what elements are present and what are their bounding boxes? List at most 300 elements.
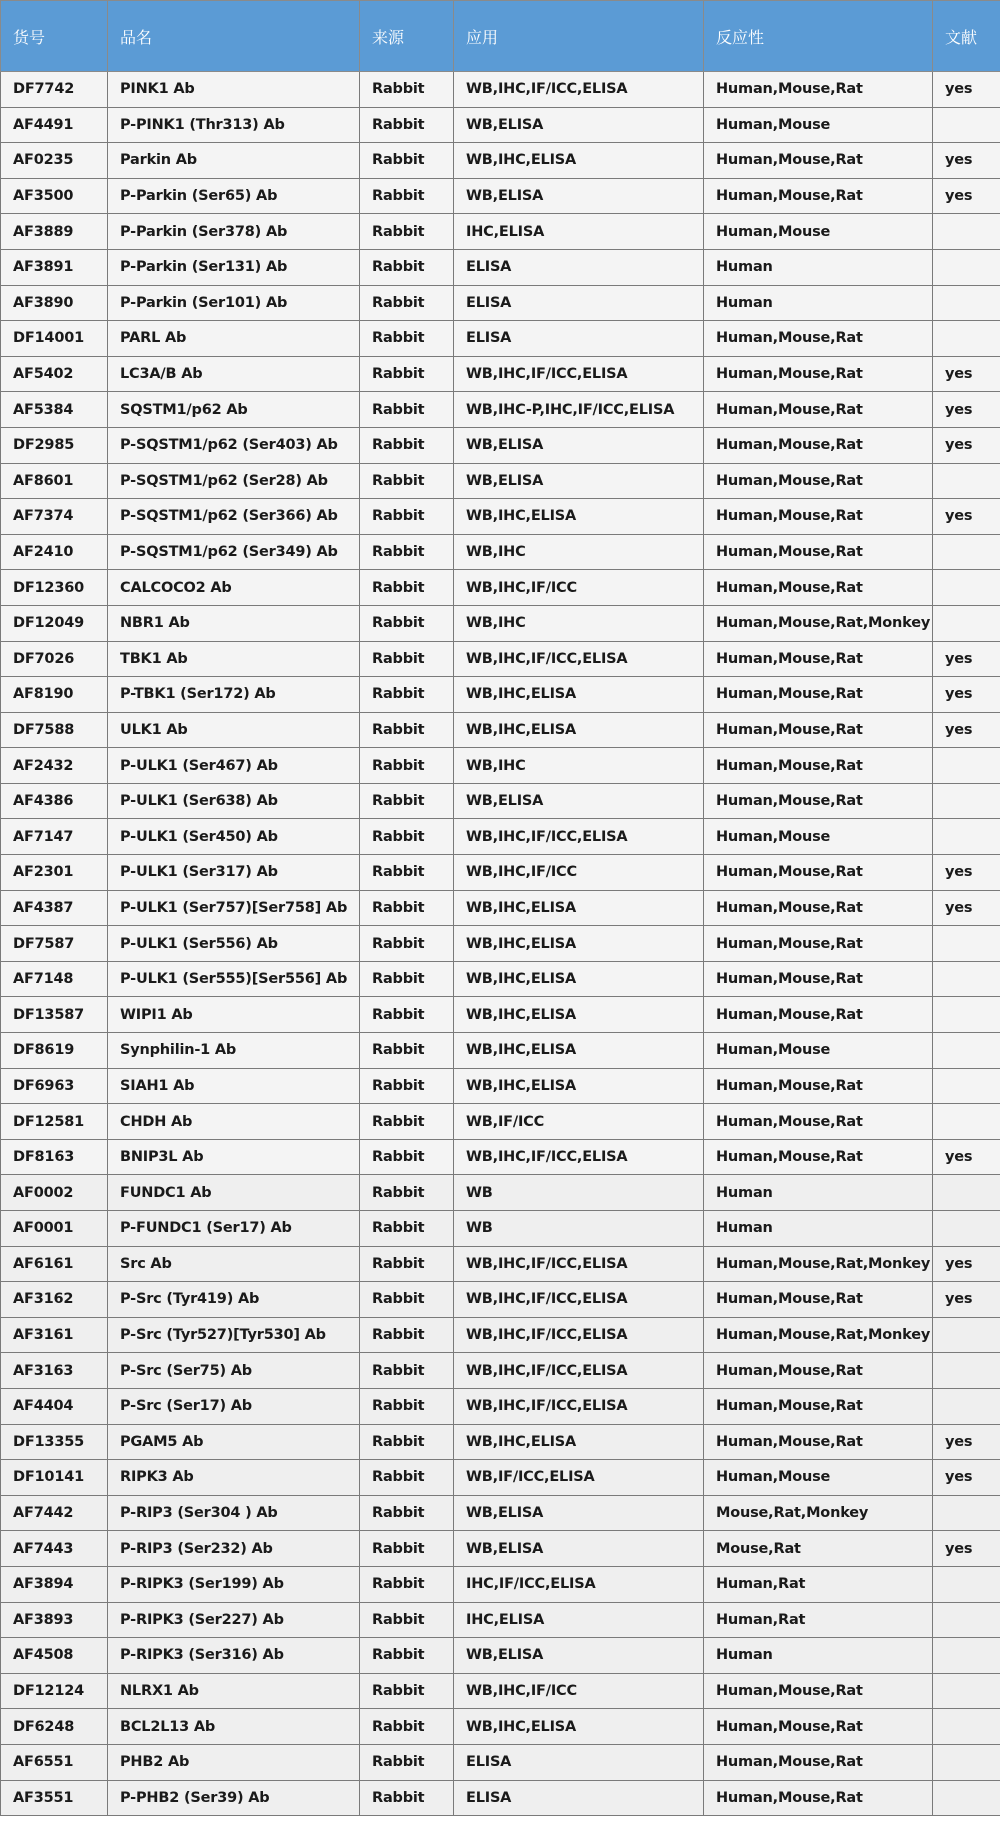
- cell-catalog-no: AF6161: [1, 1246, 108, 1282]
- table-row: [1, 321, 1000, 357]
- cell-reactivity: Human,Mouse: [704, 1460, 933, 1496]
- cell-application: WB,ELISA: [454, 427, 704, 463]
- cell-reactivity: Human,Mouse,Rat: [704, 463, 933, 499]
- cell-host: Rabbit: [360, 819, 454, 855]
- cell-catalog-no: AF2410: [1, 534, 108, 570]
- cell-catalog-no: AF0002: [1, 1175, 108, 1211]
- cell-catalog-no: AF5384: [1, 392, 108, 428]
- cell-catalog-no: AF7147: [1, 819, 108, 855]
- cell-reactivity: Mouse,Rat: [704, 1531, 933, 1567]
- cell-product-name: BCL2L13 Ab: [108, 1709, 360, 1745]
- header-reactivity: 反应性: [704, 1, 933, 72]
- cell-citations: [933, 1068, 1000, 1104]
- cell-citations: [933, 463, 1000, 499]
- cell-reactivity: Human,Mouse,Rat,Monkey: [704, 1317, 933, 1353]
- table-row: [1, 1531, 1000, 1567]
- cell-citations: yes: [933, 427, 1000, 463]
- cell-reactivity: Human,Mouse,Rat: [704, 1744, 933, 1780]
- table-row: [1, 712, 1000, 748]
- cell-host: Rabbit: [360, 1068, 454, 1104]
- cell-host: Rabbit: [360, 1673, 454, 1709]
- cell-reactivity: Human,Mouse,Rat: [704, 961, 933, 997]
- cell-citations: [933, 1175, 1000, 1211]
- cell-application: IHC,IF/ICC,ELISA: [454, 1566, 704, 1602]
- table-row: [1, 855, 1000, 891]
- table-row: [1, 1602, 1000, 1638]
- cell-product-name: CALCOCO2 Ab: [108, 570, 360, 606]
- cell-citations: [933, 1638, 1000, 1674]
- cell-application: WB,IHC,IF/ICC: [454, 855, 704, 891]
- cell-reactivity: Human,Mouse,Rat: [704, 499, 933, 535]
- cell-application: WB,IHC,ELISA: [454, 677, 704, 713]
- cell-host: Rabbit: [360, 961, 454, 997]
- cell-host: Rabbit: [360, 641, 454, 677]
- cell-reactivity: Human,Mouse,Rat: [704, 1673, 933, 1709]
- cell-host: Rabbit: [360, 570, 454, 606]
- cell-reactivity: Human,Mouse,Rat,Monkey: [704, 605, 933, 641]
- cell-application: ELISA: [454, 1744, 704, 1780]
- cell-catalog-no: AF4491: [1, 107, 108, 143]
- cell-citations: [933, 1353, 1000, 1389]
- cell-application: WB,IHC,ELISA: [454, 926, 704, 962]
- cell-citations: yes: [933, 1139, 1000, 1175]
- cell-application: WB,IHC,ELISA: [454, 1709, 704, 1745]
- cell-citations: [933, 926, 1000, 962]
- cell-citations: [933, 1104, 1000, 1140]
- table-row: [1, 1033, 1000, 1069]
- cell-host: Rabbit: [360, 1104, 454, 1140]
- cell-catalog-no: AF3891: [1, 249, 108, 285]
- cell-product-name: P-ULK1 (Ser555)[Ser556] Ab: [108, 961, 360, 997]
- cell-citations: [933, 107, 1000, 143]
- cell-catalog-no: DF7742: [1, 72, 108, 108]
- table-row: [1, 605, 1000, 641]
- cell-citations: yes: [933, 677, 1000, 713]
- cell-host: Rabbit: [360, 1282, 454, 1318]
- cell-application: WB,IF/ICC: [454, 1104, 704, 1140]
- cell-catalog-no: AF4508: [1, 1638, 108, 1674]
- cell-host: Rabbit: [360, 1460, 454, 1496]
- cell-reactivity: Mouse,Rat,Monkey: [704, 1495, 933, 1531]
- cell-host: Rabbit: [360, 1638, 454, 1674]
- cell-catalog-no: AF2432: [1, 748, 108, 784]
- table-row: [1, 285, 1000, 321]
- cell-host: Rabbit: [360, 1246, 454, 1282]
- cell-reactivity: Human,Mouse,Rat: [704, 748, 933, 784]
- cell-citations: [933, 1388, 1000, 1424]
- table-row: [1, 1744, 1000, 1780]
- table-row: [1, 926, 1000, 962]
- cell-host: Rabbit: [360, 926, 454, 962]
- cell-product-name: P-ULK1 (Ser638) Ab: [108, 783, 360, 819]
- table-row: [1, 178, 1000, 214]
- table-row: [1, 1068, 1000, 1104]
- cell-catalog-no: AF0001: [1, 1211, 108, 1247]
- table-row: [1, 890, 1000, 926]
- cell-catalog-no: AF6551: [1, 1744, 108, 1780]
- cell-application: WB,IHC,IF/ICC,ELISA: [454, 1388, 704, 1424]
- cell-citations: [933, 570, 1000, 606]
- cell-product-name: FUNDC1 Ab: [108, 1175, 360, 1211]
- table-row: [1, 1282, 1000, 1318]
- cell-host: Rabbit: [360, 855, 454, 891]
- cell-host: Rabbit: [360, 321, 454, 357]
- cell-application: ELISA: [454, 321, 704, 357]
- cell-catalog-no: AF3161: [1, 1317, 108, 1353]
- cell-product-name: P-PHB2 (Ser39) Ab: [108, 1780, 360, 1816]
- cell-product-name: PHB2 Ab: [108, 1744, 360, 1780]
- table-row: [1, 1780, 1000, 1816]
- cell-citations: [933, 1495, 1000, 1531]
- cell-host: Rabbit: [360, 1531, 454, 1567]
- cell-catalog-no: AF7148: [1, 961, 108, 997]
- table-row: [1, 1638, 1000, 1674]
- cell-citations: [933, 1744, 1000, 1780]
- cell-citations: [933, 1211, 1000, 1247]
- table-row: [1, 249, 1000, 285]
- cell-host: Rabbit: [360, 285, 454, 321]
- cell-citations: [933, 819, 1000, 855]
- table-row: [1, 1460, 1000, 1496]
- cell-product-name: Synphilin-1 Ab: [108, 1033, 360, 1069]
- cell-application: WB,IHC,IF/ICC,ELISA: [454, 1317, 704, 1353]
- cell-citations: yes: [933, 143, 1000, 179]
- cell-reactivity: Human: [704, 1175, 933, 1211]
- cell-catalog-no: AF7442: [1, 1495, 108, 1531]
- cell-application: WB,IHC-P,IHC,IF/ICC,ELISA: [454, 392, 704, 428]
- cell-catalog-no: AF7443: [1, 1531, 108, 1567]
- cell-reactivity: Human,Mouse: [704, 214, 933, 250]
- cell-product-name: PGAM5 Ab: [108, 1424, 360, 1460]
- table-row: [1, 1424, 1000, 1460]
- cell-application: WB,IHC: [454, 534, 704, 570]
- cell-reactivity: Human,Mouse,Rat: [704, 1104, 933, 1140]
- cell-catalog-no: DF12049: [1, 605, 108, 641]
- cell-product-name: P-RIP3 (Ser304 ) Ab: [108, 1495, 360, 1531]
- cell-citations: [933, 285, 1000, 321]
- cell-catalog-no: AF3890: [1, 285, 108, 321]
- cell-reactivity: Human,Mouse,Rat: [704, 997, 933, 1033]
- cell-application: WB,IHC,ELISA: [454, 961, 704, 997]
- cell-catalog-no: AF3893: [1, 1602, 108, 1638]
- cell-catalog-no: DF7587: [1, 926, 108, 962]
- cell-host: Rabbit: [360, 712, 454, 748]
- table-row: [1, 214, 1000, 250]
- cell-reactivity: Human: [704, 1211, 933, 1247]
- cell-product-name: P-Parkin (Ser101) Ab: [108, 285, 360, 321]
- cell-application: WB,ELISA: [454, 783, 704, 819]
- cell-reactivity: Human,Mouse,Rat: [704, 72, 933, 108]
- cell-host: Rabbit: [360, 748, 454, 784]
- table-row: [1, 1566, 1000, 1602]
- cell-reactivity: Human,Mouse,Rat: [704, 356, 933, 392]
- cell-application: WB,IHC,ELISA: [454, 1068, 704, 1104]
- cell-catalog-no: DF10141: [1, 1460, 108, 1496]
- table-row: [1, 72, 1000, 108]
- header-host: 来源: [360, 1, 454, 72]
- cell-product-name: P-SQSTM1/p62 (Ser403) Ab: [108, 427, 360, 463]
- cell-catalog-no: DF12124: [1, 1673, 108, 1709]
- cell-citations: yes: [933, 178, 1000, 214]
- table-row: [1, 1495, 1000, 1531]
- cell-catalog-no: AF3894: [1, 1566, 108, 1602]
- cell-citations: yes: [933, 641, 1000, 677]
- cell-catalog-no: DF12581: [1, 1104, 108, 1140]
- cell-citations: yes: [933, 356, 1000, 392]
- table-row: [1, 1317, 1000, 1353]
- table-row: [1, 1388, 1000, 1424]
- table-row: [1, 1175, 1000, 1211]
- cell-catalog-no: AF3500: [1, 178, 108, 214]
- cell-product-name: P-RIP3 (Ser232) Ab: [108, 1531, 360, 1567]
- cell-product-name: P-Src (Tyr527)[Tyr530] Ab: [108, 1317, 360, 1353]
- cell-product-name: RIPK3 Ab: [108, 1460, 360, 1496]
- cell-host: Rabbit: [360, 1566, 454, 1602]
- cell-citations: [933, 1780, 1000, 1816]
- cell-host: Rabbit: [360, 1317, 454, 1353]
- table-row: [1, 1673, 1000, 1709]
- table-body: [1, 72, 1000, 1816]
- cell-citations: [933, 534, 1000, 570]
- cell-product-name: CHDH Ab: [108, 1104, 360, 1140]
- cell-reactivity: Human,Mouse,Rat: [704, 677, 933, 713]
- table-row: [1, 463, 1000, 499]
- cell-reactivity: Human: [704, 1638, 933, 1674]
- cell-host: Rabbit: [360, 143, 454, 179]
- cell-citations: yes: [933, 499, 1000, 535]
- cell-application: WB,IHC,ELISA: [454, 997, 704, 1033]
- cell-reactivity: Human,Mouse,Rat: [704, 783, 933, 819]
- table-row: [1, 997, 1000, 1033]
- cell-catalog-no: AF0235: [1, 143, 108, 179]
- cell-catalog-no: AF4386: [1, 783, 108, 819]
- cell-citations: [933, 1673, 1000, 1709]
- cell-application: WB: [454, 1211, 704, 1247]
- cell-citations: yes: [933, 1460, 1000, 1496]
- cell-citations: yes: [933, 72, 1000, 108]
- cell-reactivity: Human,Mouse,Rat: [704, 1282, 933, 1318]
- cell-reactivity: Human,Mouse,Rat: [704, 1424, 933, 1460]
- cell-catalog-no: DF2985: [1, 427, 108, 463]
- cell-product-name: P-SQSTM1/p62 (Ser366) Ab: [108, 499, 360, 535]
- cell-host: Rabbit: [360, 1709, 454, 1745]
- cell-application: ELISA: [454, 249, 704, 285]
- cell-host: Rabbit: [360, 427, 454, 463]
- cell-application: WB,IHC,IF/ICC,ELISA: [454, 641, 704, 677]
- cell-host: Rabbit: [360, 249, 454, 285]
- cell-reactivity: Human,Mouse,Rat: [704, 1709, 933, 1745]
- cell-catalog-no: DF6963: [1, 1068, 108, 1104]
- cell-reactivity: Human,Mouse,Rat: [704, 178, 933, 214]
- cell-application: WB,IHC: [454, 748, 704, 784]
- cell-product-name: P-Parkin (Ser65) Ab: [108, 178, 360, 214]
- cell-product-name: P-FUNDC1 (Ser17) Ab: [108, 1211, 360, 1247]
- cell-reactivity: Human,Mouse,Rat: [704, 427, 933, 463]
- cell-catalog-no: DF13587: [1, 997, 108, 1033]
- cell-reactivity: Human,Mouse,Rat: [704, 1353, 933, 1389]
- table-row: [1, 1246, 1000, 1282]
- cell-product-name: P-TBK1 (Ser172) Ab: [108, 677, 360, 713]
- cell-reactivity: Human,Mouse,Rat: [704, 534, 933, 570]
- cell-citations: [933, 748, 1000, 784]
- cell-catalog-no: AF4387: [1, 890, 108, 926]
- cell-product-name: NLRX1 Ab: [108, 1673, 360, 1709]
- cell-application: WB,IHC,ELISA: [454, 1424, 704, 1460]
- cell-host: Rabbit: [360, 890, 454, 926]
- cell-reactivity: Human,Mouse,Rat: [704, 321, 933, 357]
- cell-citations: [933, 1317, 1000, 1353]
- cell-host: Rabbit: [360, 1175, 454, 1211]
- cell-citations: [933, 214, 1000, 250]
- cell-citations: yes: [933, 1246, 1000, 1282]
- cell-product-name: P-ULK1 (Ser757)[Ser758] Ab: [108, 890, 360, 926]
- cell-application: WB,ELISA: [454, 1495, 704, 1531]
- table-row: [1, 356, 1000, 392]
- cell-host: Rabbit: [360, 534, 454, 570]
- cell-product-name: P-ULK1 (Ser467) Ab: [108, 748, 360, 784]
- cell-product-name: P-ULK1 (Ser556) Ab: [108, 926, 360, 962]
- cell-host: Rabbit: [360, 1353, 454, 1389]
- cell-reactivity: Human,Mouse,Rat: [704, 641, 933, 677]
- table-row: [1, 1353, 1000, 1389]
- cell-reactivity: Human,Mouse,Rat: [704, 570, 933, 606]
- cell-host: Rabbit: [360, 677, 454, 713]
- cell-reactivity: Human,Mouse: [704, 1033, 933, 1069]
- cell-catalog-no: AF4404: [1, 1388, 108, 1424]
- cell-product-name: P-Parkin (Ser131) Ab: [108, 249, 360, 285]
- cell-citations: [933, 997, 1000, 1033]
- cell-catalog-no: DF8619: [1, 1033, 108, 1069]
- cell-application: WB,ELISA: [454, 1638, 704, 1674]
- cell-reactivity: Human,Mouse,Rat: [704, 392, 933, 428]
- cell-catalog-no: AF7374: [1, 499, 108, 535]
- table-row: [1, 677, 1000, 713]
- cell-host: Rabbit: [360, 107, 454, 143]
- cell-citations: yes: [933, 855, 1000, 891]
- cell-product-name: Src Ab: [108, 1246, 360, 1282]
- cell-application: WB,ELISA: [454, 107, 704, 143]
- cell-host: Rabbit: [360, 1495, 454, 1531]
- cell-application: WB,IHC,ELISA: [454, 890, 704, 926]
- cell-host: Rabbit: [360, 392, 454, 428]
- cell-application: WB,ELISA: [454, 1531, 704, 1567]
- table-row: [1, 1139, 1000, 1175]
- cell-product-name: P-RIPK3 (Ser316) Ab: [108, 1638, 360, 1674]
- cell-catalog-no: DF14001: [1, 321, 108, 357]
- cell-application: WB,IHC,ELISA: [454, 499, 704, 535]
- cell-host: Rabbit: [360, 1211, 454, 1247]
- cell-product-name: P-SQSTM1/p62 (Ser349) Ab: [108, 534, 360, 570]
- cell-reactivity: Human: [704, 249, 933, 285]
- table-row: [1, 641, 1000, 677]
- cell-host: Rabbit: [360, 214, 454, 250]
- cell-citations: yes: [933, 1531, 1000, 1567]
- cell-application: WB,IHC,IF/ICC,ELISA: [454, 819, 704, 855]
- cell-application: WB,IHC,ELISA: [454, 1033, 704, 1069]
- table-row: [1, 819, 1000, 855]
- cell-reactivity: Human,Rat: [704, 1602, 933, 1638]
- header-citations: 文献: [933, 1, 1000, 72]
- table-row: [1, 143, 1000, 179]
- cell-product-name: P-Src (Ser75) Ab: [108, 1353, 360, 1389]
- table-row: [1, 1211, 1000, 1247]
- cell-product-name: LC3A/B Ab: [108, 356, 360, 392]
- header-application: 应用: [454, 1, 704, 72]
- table-row: [1, 570, 1000, 606]
- table-row: [1, 748, 1000, 784]
- cell-catalog-no: AF3889: [1, 214, 108, 250]
- cell-host: Rabbit: [360, 1388, 454, 1424]
- cell-catalog-no: DF8163: [1, 1139, 108, 1175]
- header-catalog-no: 货号: [1, 1, 108, 72]
- table-row: [1, 534, 1000, 570]
- table-row: [1, 392, 1000, 428]
- cell-reactivity: Human,Mouse,Rat: [704, 1388, 933, 1424]
- cell-host: Rabbit: [360, 1744, 454, 1780]
- cell-host: Rabbit: [360, 605, 454, 641]
- cell-host: Rabbit: [360, 178, 454, 214]
- cell-host: Rabbit: [360, 1139, 454, 1175]
- cell-host: Rabbit: [360, 997, 454, 1033]
- cell-catalog-no: AF5402: [1, 356, 108, 392]
- table-row: [1, 783, 1000, 819]
- cell-product-name: Parkin Ab: [108, 143, 360, 179]
- cell-product-name: SIAH1 Ab: [108, 1068, 360, 1104]
- cell-catalog-no: AF8190: [1, 677, 108, 713]
- cell-application: WB,IHC,IF/ICC,ELISA: [454, 1139, 704, 1175]
- cell-reactivity: Human,Rat: [704, 1566, 933, 1602]
- cell-product-name: NBR1 Ab: [108, 605, 360, 641]
- cell-application: IHC,ELISA: [454, 1602, 704, 1638]
- cell-citations: yes: [933, 712, 1000, 748]
- cell-citations: [933, 783, 1000, 819]
- table-row: [1, 107, 1000, 143]
- cell-host: Rabbit: [360, 463, 454, 499]
- cell-citations: yes: [933, 1282, 1000, 1318]
- cell-product-name: P-PINK1 (Thr313) Ab: [108, 107, 360, 143]
- header-product-name: 品名: [108, 1, 360, 72]
- cell-product-name: P-ULK1 (Ser450) Ab: [108, 819, 360, 855]
- cell-application: WB,ELISA: [454, 463, 704, 499]
- cell-product-name: P-Src (Ser17) Ab: [108, 1388, 360, 1424]
- cell-application: ELISA: [454, 285, 704, 321]
- cell-catalog-no: DF13355: [1, 1424, 108, 1460]
- cell-citations: [933, 1709, 1000, 1745]
- cell-host: Rabbit: [360, 1602, 454, 1638]
- cell-application: WB,IHC: [454, 605, 704, 641]
- cell-host: Rabbit: [360, 1033, 454, 1069]
- cell-product-name: PINK1 Ab: [108, 72, 360, 108]
- cell-reactivity: Human,Mouse,Rat: [704, 143, 933, 179]
- cell-catalog-no: AF3163: [1, 1353, 108, 1389]
- cell-citations: [933, 961, 1000, 997]
- cell-reactivity: Human,Mouse: [704, 819, 933, 855]
- cell-reactivity: Human,Mouse,Rat: [704, 926, 933, 962]
- table-row: [1, 1104, 1000, 1140]
- cell-application: WB,IHC,IF/ICC: [454, 570, 704, 606]
- cell-reactivity: Human,Mouse,Rat: [704, 890, 933, 926]
- cell-catalog-no: DF12360: [1, 570, 108, 606]
- table-row: [1, 1709, 1000, 1745]
- cell-product-name: P-Src (Tyr419) Ab: [108, 1282, 360, 1318]
- cell-catalog-no: DF7588: [1, 712, 108, 748]
- cell-reactivity: Human: [704, 285, 933, 321]
- cell-product-name: BNIP3L Ab: [108, 1139, 360, 1175]
- cell-citations: [933, 1602, 1000, 1638]
- cell-citations: yes: [933, 890, 1000, 926]
- cell-host: Rabbit: [360, 499, 454, 535]
- cell-reactivity: Human,Mouse,Rat,Monkey: [704, 1246, 933, 1282]
